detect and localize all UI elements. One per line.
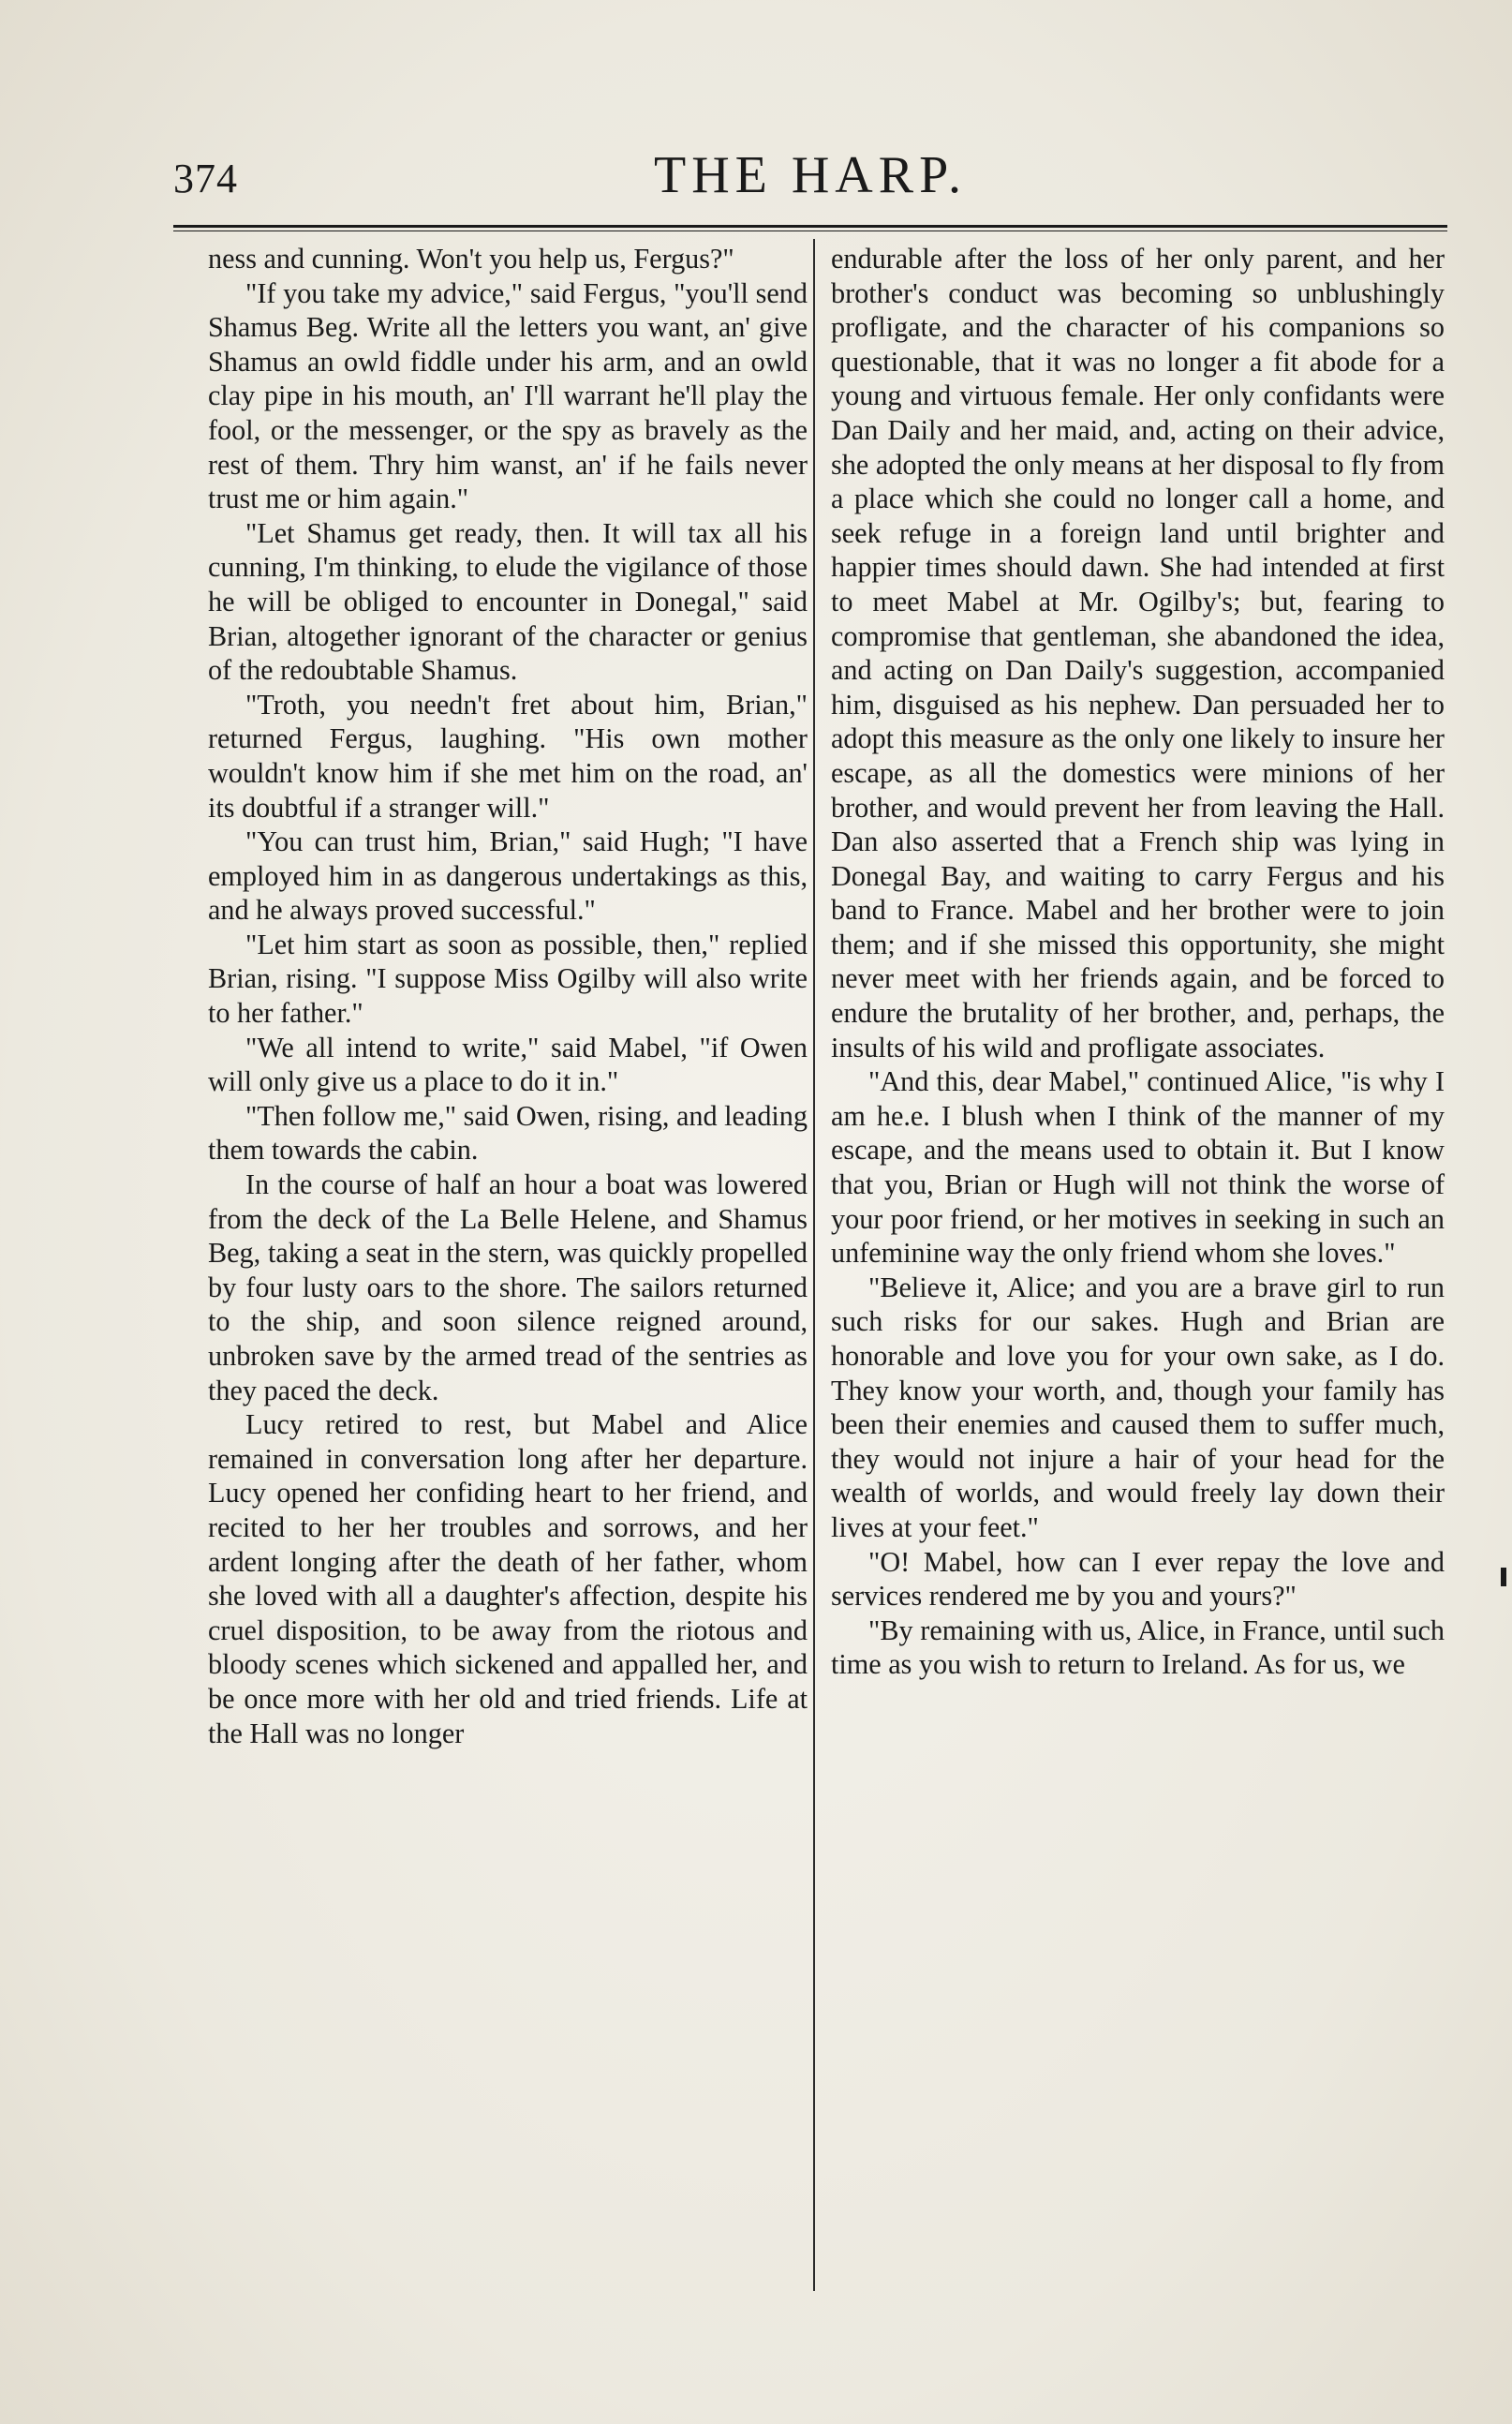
paragraph: "And this, dear Mabel," continued Alice, "is why I am he.e. I blush when I think of the manner of my escape, and the means used to obtain it. But I know that you, Brian or Hugh will not think the worse of your poor friend, or her motives in seeking in such an unfeminine way the only friend whom she loves." bbox=[831, 1065, 1445, 1270]
paragraph: "Believe it, Alice; and you are a brave girl to run such risks for our sakes. Hugh and Brian are honorable and love you for your own sake, as I do. They know your worth, and, though your family has been their enemies and caused them to suffer much, they would not injure a hair of your head for the wealth of worlds, and would freely lay down their lives at your feet." bbox=[831, 1271, 1445, 1543]
paragraph: In the course of half an hour a boat was lowered from the deck of the La Belle Helene, and Shamus Beg, taking a seat in the stern, was quickly propelled by four lusty oars to the shore. The sailors returned to the ship, and soon silence reigned around, unbroken save by the armed tread of the sentries as they paced the deck. bbox=[208, 1168, 808, 1406]
paragraph: "Then follow me," said Owen, rising, and leading them towards the cabin. bbox=[208, 1099, 808, 1167]
paragraph: "O! Mabel, how can I ever repay the love and services rendered me by you and yours?" bbox=[831, 1545, 1445, 1613]
journal-title: THE HARP. bbox=[653, 146, 968, 204]
paragraph: "By remaining with us, Alice, in France, until such time as you wish to return to Ireland. As for us, we bbox=[831, 1614, 1445, 1681]
paragraph: "Let Shamus get ready, then. It will tax all his cunning, I'm thinking, to elude the vigilance of those he will be obliged to encounter in Donegal," said Brian, altogether ignorant of the character or genius of the redoubtable Shamus. bbox=[208, 516, 808, 687]
paragraph: Lucy retired to rest, but Mabel and Alice remained in conversation long after her departure. Lucy opened her confiding heart to her friend, and recited to her her troubles and sorrows, and her ardent longing after the death of her father, whom she loved with all a daughter's affection, despite his cruel disposition, to be away from the riotous and bloody scenes which sickened and appalled her, and be once more with her old and tried friends. Life at the Hall was no longer bbox=[208, 1408, 808, 1749]
left-column bbox=[208, 242, 808, 1750]
paragraph: "Let him start as soon as possible, then," replied Brian, rising. "I suppose Miss Ogilby will also write to her father." bbox=[208, 928, 808, 1030]
right-column bbox=[831, 242, 1445, 1682]
paragraph: "You can trust him, Brian," said Hugh; "I have employed him in as dangerous undertakings as this, and he always proved successful." bbox=[208, 825, 808, 927]
paragraph: endurable after the loss of her only parent, and her brother's conduct was becoming so unblushingly profligate, and the character of his companions so questionable, that it was no longer a fit abode for a young and virtuous female. Her only confidants were Dan Daily and her maid, and, acting on their advice, she adopted the only means at her disposal to fly from a place which she could no longer call a home, and seek refuge in a foreign land until brighter and happier times should dawn. She had intended at first to meet Mabel at Mr. Ogilby's; but, fearing to compromise that gentleman, she abandoned the idea, and acting on Dan Daily's suggestion, accompanied him, disguised as his nephew. Dan persuaded her to adopt this measure as the only one likely to insure her escape, as all the domestics were minions of her brother, and would prevent her from leaving the Hall. Dan also asserted that a French ship was lying in Donegal Bay, and waiting to carry Fergus and his band to France. Mabel and her brother were to join them; and if she missed this opportunity, she might never meet with her friends again, and be forced to endure the brutality of her brother, and, perhaps, the insults of his wild and profligate associates. bbox=[831, 243, 1445, 1063]
page-number: 374 bbox=[173, 156, 238, 201]
edge-mark bbox=[1501, 1568, 1506, 1586]
column-divider bbox=[813, 239, 815, 2291]
paragraph: "If you take my advice," said Fergus, "you'll send Shamus Beg. Write all the letters you want, an' give Shamus an owld fiddle under his arm, and an owld clay pipe in his mouth, an' I'll warrant he'll play the fool, or the messenger, or the spy as bravely as the rest of them. Thry him wanst, an' if he fails never trust me or him again." bbox=[208, 276, 808, 515]
page-header bbox=[173, 145, 1447, 204]
paragraph: "Troth, you needn't fret about him, Brian," returned Fergus, laughing. "His own mother wouldn't know him if she met him on the road, an' its doubtful if a stranger will." bbox=[208, 688, 808, 824]
header-rule bbox=[173, 225, 1447, 228]
paragraph: ness and cunning. Won't you help us, Fergus?" bbox=[208, 243, 734, 275]
paragraph: "We all intend to write," said Mabel, "if Owen will only give us a place to do it in." bbox=[208, 1031, 808, 1098]
